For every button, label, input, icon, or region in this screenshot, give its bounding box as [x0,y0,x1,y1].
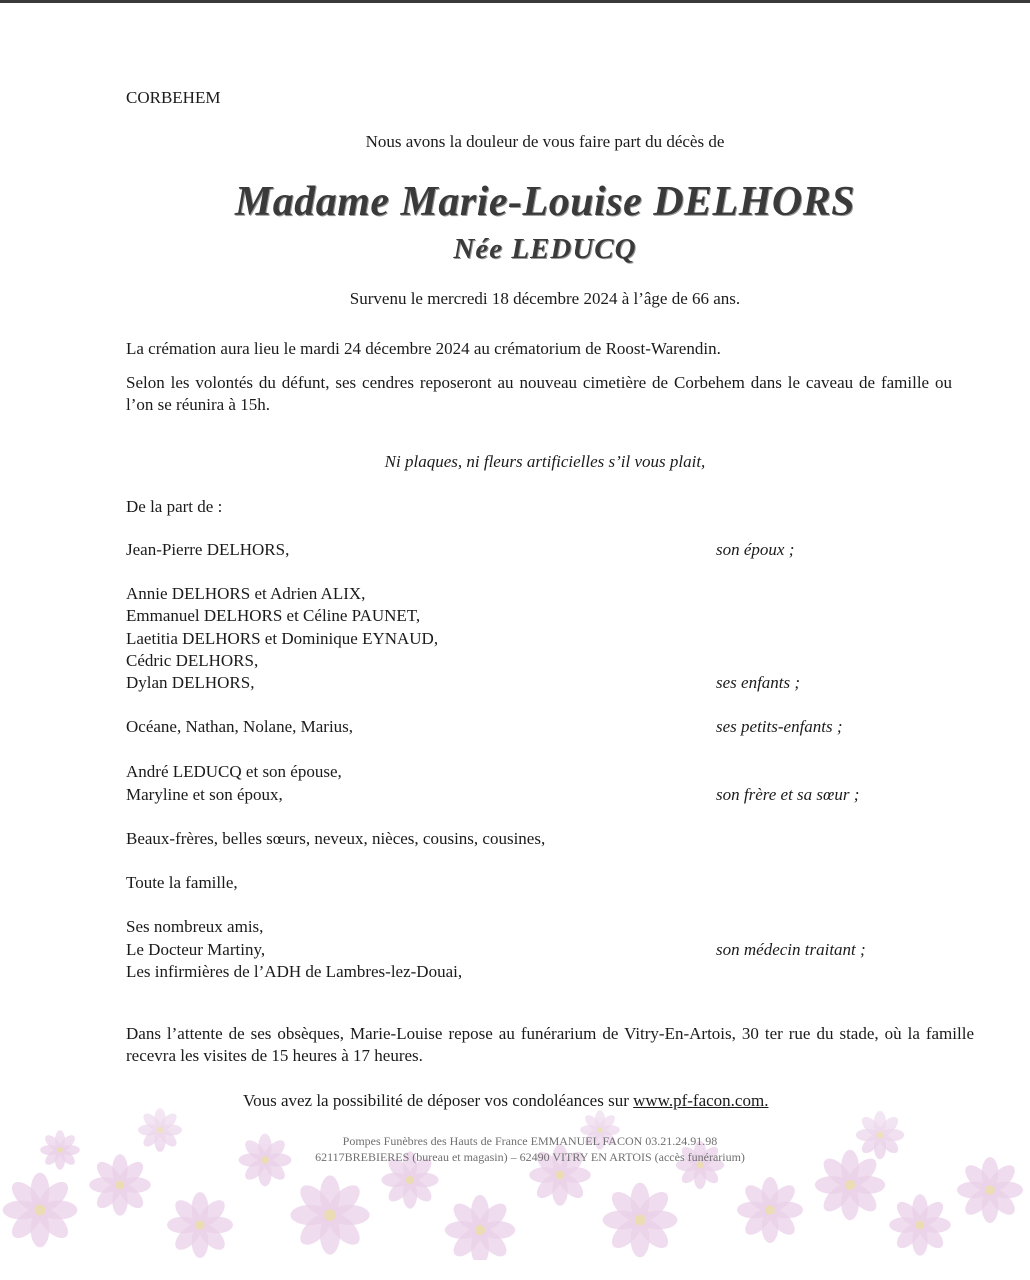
flower-decoration [0,1090,1030,1260]
condolences-text: Vous avez la possibilité de déposer vos condoléances sur [243,1091,634,1110]
family-name: André LEDUCQ et son épouse, [126,762,342,781]
condolences-link[interactable]: www.pf-facon.com. [633,1091,769,1110]
funeral-home-info: Dans l’attente de ses obsèques, Marie-Louise repose au funérarium de Vitry-En-Artois, 30 ter rue du stade, où la famille recevra les visites de 15 heures à 17 heures. [126,1024,974,1065]
family-name: Maryline et son époux, [126,785,283,804]
town-name: CORBEHEM [126,88,221,107]
family-name: Cédric DELHORS, [126,651,259,670]
scan-top-edge [0,0,1030,3]
family-name: Les infirmières de l’ADH de Lambres-lez-Douai, [126,962,463,981]
ashes-info: Selon les volontés du défunt, ses cendres reposeront au nouveau cimetière de Corbehem dans le caveau de famille ou l’on se réunira à 15h. [126,373,952,414]
footer-address: 62117BREBIERES (bureau et magasin) – 62490 VITRY EN ARTOIS (accès funérarium) [315,1150,745,1164]
death-date: Survenu le mercredi 18 décembre 2024 à l’âge de 66 ans. [349,289,741,308]
family-name: Le Docteur Martiny, [126,940,266,959]
family-name: Beaux-frères, belles sœurs, neveux, nièces, cousins, cousines, [126,829,546,848]
family-name: Dylan DELHORS, [126,673,255,692]
family-name: Jean-Pierre DELHORS, [126,540,290,559]
family-name: Océane, Nathan, Nolane, Marius, [126,717,354,736]
deceased-name: Madame Marie-Louise DELHORS [234,179,856,225]
flowers-request: Ni plaques, ni fleurs artificielles s’il vous plait, [384,452,706,471]
family-relation: ses petits-enfants ; [716,717,843,736]
footer-company: Pompes Funèbres des Hauts de France EMMANUEL FACON 03.21.24.91.98 [342,1134,718,1148]
family-name: Emmanuel DELHORS et Céline PAUNET, [126,606,421,625]
family-name: Ses nombreux amis, [126,917,264,936]
cremation-info: La crémation aura lieu le mardi 24 décembre 2024 au crématorium de Roost-Warendin. [126,339,721,358]
intro-line: Nous avons la douleur de vous faire part du décès de [365,132,725,151]
family-relation: ses enfants ; [716,673,801,692]
family-relation: son médecin traitant ; [716,940,866,959]
condolences-line [243,1090,768,1112]
maiden-name: Née LEDUCQ [453,233,637,265]
family-name: Laetitia DELHORS et Dominique EYNAUD, [126,629,439,648]
family-relation: son époux ; [716,540,795,559]
family-name: Annie DELHORS et Adrien ALIX, [126,584,366,603]
family-name: Toute la famille, [126,873,238,892]
family-relation: son frère et sa sœur ; [716,785,860,804]
from-label: De la part de : [126,497,223,516]
